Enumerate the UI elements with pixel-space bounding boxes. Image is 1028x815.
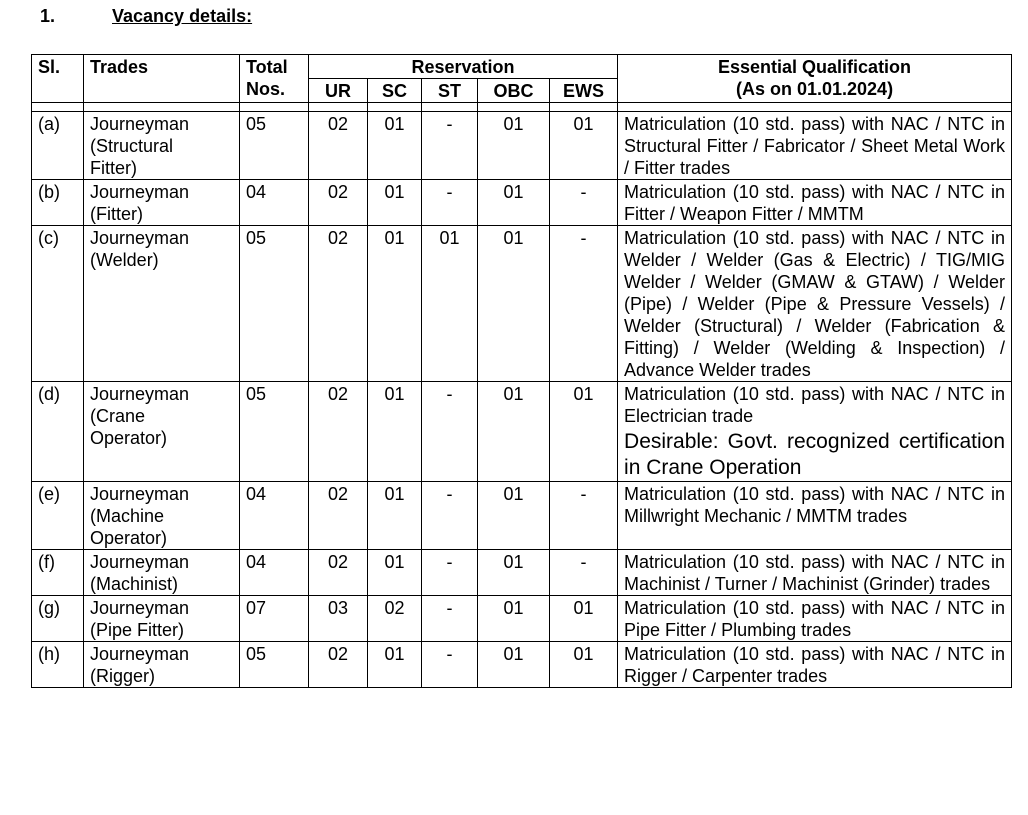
header-total-line1: Total: [246, 57, 288, 77]
obc-cell: 01: [478, 550, 550, 596]
trade-name: Journeyman: [90, 114, 190, 134]
total-cell: 05: [240, 226, 309, 382]
trade-cell: [84, 642, 240, 688]
table-row: [32, 382, 1012, 482]
header-trades: Trades: [84, 55, 240, 103]
qualification-cell: Matriculation (10 std. pass) with NAC / NTC in Welder / Welder (Gas & Electric) / TIG/MIG Welder / Welder (GMAW & GTAW) / Welder (Pipe) / Welder (Pipe & Pressure Vessels) / Welder (Structural) / Welder (Fabrication & Fitting) / Welder (Welding & Inspection) / Advance Welder trades: [618, 226, 1012, 382]
qualification-cell: Matriculation (10 std. pass) with NAC / NTC in Millwright Mechanic / MMTM trades: [618, 482, 1012, 550]
trade-cell: [84, 226, 240, 382]
sl-cell: (a): [32, 112, 84, 180]
total-cell: 05: [240, 382, 309, 482]
trade-cell: [84, 596, 240, 642]
table-row: [32, 596, 1012, 642]
ur-cell: 02: [309, 482, 368, 550]
vacancy-table: [31, 54, 1012, 688]
ews-cell: 01: [550, 642, 618, 688]
trade-detail: (Crane: [90, 406, 146, 426]
trade-name: Journeyman: [90, 552, 190, 572]
table-row: [32, 180, 1012, 226]
sl-cell: (b): [32, 180, 84, 226]
header-ur: UR: [309, 79, 368, 103]
trade-name: Journeyman: [90, 484, 190, 504]
header-qual-line2: (As on 01.01.2024): [735, 79, 894, 99]
obc-cell: 01: [478, 596, 550, 642]
ews-cell: 01: [550, 112, 618, 180]
header-qual-line1: Essential Qualification: [718, 57, 912, 77]
section-title: Vacancy details:: [112, 6, 253, 26]
trade-cell: [84, 112, 240, 180]
trade-detail: (Machine: [90, 506, 165, 526]
ur-cell: 02: [309, 382, 368, 482]
header-st: ST: [422, 79, 478, 103]
ews-cell: -: [550, 550, 618, 596]
header-reservation: Reservation: [309, 55, 618, 79]
sl-cell: (d): [32, 382, 84, 482]
trade-name: Journeyman: [90, 182, 190, 202]
sc-cell: 01: [368, 382, 422, 482]
trade-name: Journeyman: [90, 228, 190, 248]
table-row: [32, 112, 1012, 180]
st-cell: -: [422, 550, 478, 596]
obc-cell: 01: [478, 482, 550, 550]
qualification-cell: Matriculation (10 std. pass) with NAC / NTC in Pipe Fitter / Plumbing trades: [618, 596, 1012, 642]
spacer-row: [32, 103, 1012, 112]
trade-detail: (Rigger): [90, 666, 156, 686]
ews-cell: -: [550, 180, 618, 226]
st-cell: -: [422, 180, 478, 226]
trade-detail-2: Operator): [90, 528, 168, 548]
trade-cell: [84, 482, 240, 550]
sc-cell: 01: [368, 180, 422, 226]
ur-cell: 02: [309, 112, 368, 180]
section-number: 1.: [40, 6, 56, 26]
ews-cell: -: [550, 482, 618, 550]
header-ews: EWS: [550, 79, 618, 103]
table-row: [32, 550, 1012, 596]
desirable-note: Desirable: Govt. recognized certification in Crane Operation: [624, 430, 1006, 479]
trade-detail: (Machinist): [90, 574, 179, 594]
header-qualification: [618, 55, 1012, 103]
header-total-line2: Nos.: [246, 79, 286, 99]
total-cell: 07: [240, 596, 309, 642]
ews-cell: 01: [550, 382, 618, 482]
trade-detail-2: Operator): [90, 428, 168, 448]
st-cell: 01: [422, 226, 478, 382]
trade-detail-2: Fitter): [90, 158, 137, 178]
table-row: [32, 482, 1012, 550]
st-cell: -: [422, 482, 478, 550]
trade-name: Journeyman: [90, 598, 190, 618]
trade-name: Journeyman: [90, 644, 190, 664]
ur-cell: 03: [309, 596, 368, 642]
ews-cell: -: [550, 226, 618, 382]
trade-detail: (Fitter): [90, 204, 143, 224]
ews-cell: 01: [550, 596, 618, 642]
obc-cell: 01: [478, 180, 550, 226]
obc-cell: 01: [478, 382, 550, 482]
total-cell: 05: [240, 642, 309, 688]
total-cell: 05: [240, 112, 309, 180]
obc-cell: 01: [478, 642, 550, 688]
qualification-cell: [618, 382, 1012, 482]
trade-cell: [84, 550, 240, 596]
qualification-cell: Matriculation (10 std. pass) with NAC / NTC in Machinist / Turner / Machinist (Grinder) trades: [618, 550, 1012, 596]
sc-cell: 01: [368, 482, 422, 550]
sl-cell: (c): [32, 226, 84, 382]
trade-detail: (Structural: [90, 136, 174, 156]
st-cell: -: [422, 642, 478, 688]
obc-cell: 01: [478, 112, 550, 180]
table-row: [32, 226, 1012, 382]
trade-name: Journeyman: [90, 384, 190, 404]
header-obc: OBC: [478, 79, 550, 103]
sc-cell: 02: [368, 596, 422, 642]
total-cell: 04: [240, 550, 309, 596]
trade-detail: (Pipe Fitter): [90, 620, 185, 640]
obc-cell: 01: [478, 226, 550, 382]
header-sc: SC: [368, 79, 422, 103]
header-sl: Sl.: [32, 55, 84, 103]
qualification-text: Matriculation (10 std. pass) with NAC / NTC in Electrician trade: [624, 384, 1006, 426]
sl-cell: (h): [32, 642, 84, 688]
total-cell: 04: [240, 180, 309, 226]
qualification-cell: Matriculation (10 std. pass) with NAC / NTC in Fitter / Weapon Fitter / MMTM: [618, 180, 1012, 226]
trade-cell: [84, 180, 240, 226]
st-cell: -: [422, 112, 478, 180]
header-row-1: [32, 55, 1012, 79]
section-heading: [40, 6, 252, 27]
ur-cell: 02: [309, 226, 368, 382]
st-cell: -: [422, 596, 478, 642]
sc-cell: 01: [368, 112, 422, 180]
sc-cell: 01: [368, 642, 422, 688]
trade-detail: (Welder): [90, 250, 159, 270]
ur-cell: 02: [309, 180, 368, 226]
header-total: [240, 55, 309, 103]
table-row: [32, 642, 1012, 688]
sl-cell: (g): [32, 596, 84, 642]
st-cell: -: [422, 382, 478, 482]
qualification-cell: Matriculation (10 std. pass) with NAC / NTC in Structural Fitter / Fabricator / Sheet Metal Work / Fitter trades: [618, 112, 1012, 180]
trade-cell: [84, 382, 240, 482]
total-cell: 04: [240, 482, 309, 550]
sl-cell: (e): [32, 482, 84, 550]
sl-cell: (f): [32, 550, 84, 596]
ur-cell: 02: [309, 550, 368, 596]
sc-cell: 01: [368, 550, 422, 596]
ur-cell: 02: [309, 642, 368, 688]
qualification-cell: Matriculation (10 std. pass) with NAC / NTC in Rigger / Carpenter trades: [618, 642, 1012, 688]
sc-cell: 01: [368, 226, 422, 382]
